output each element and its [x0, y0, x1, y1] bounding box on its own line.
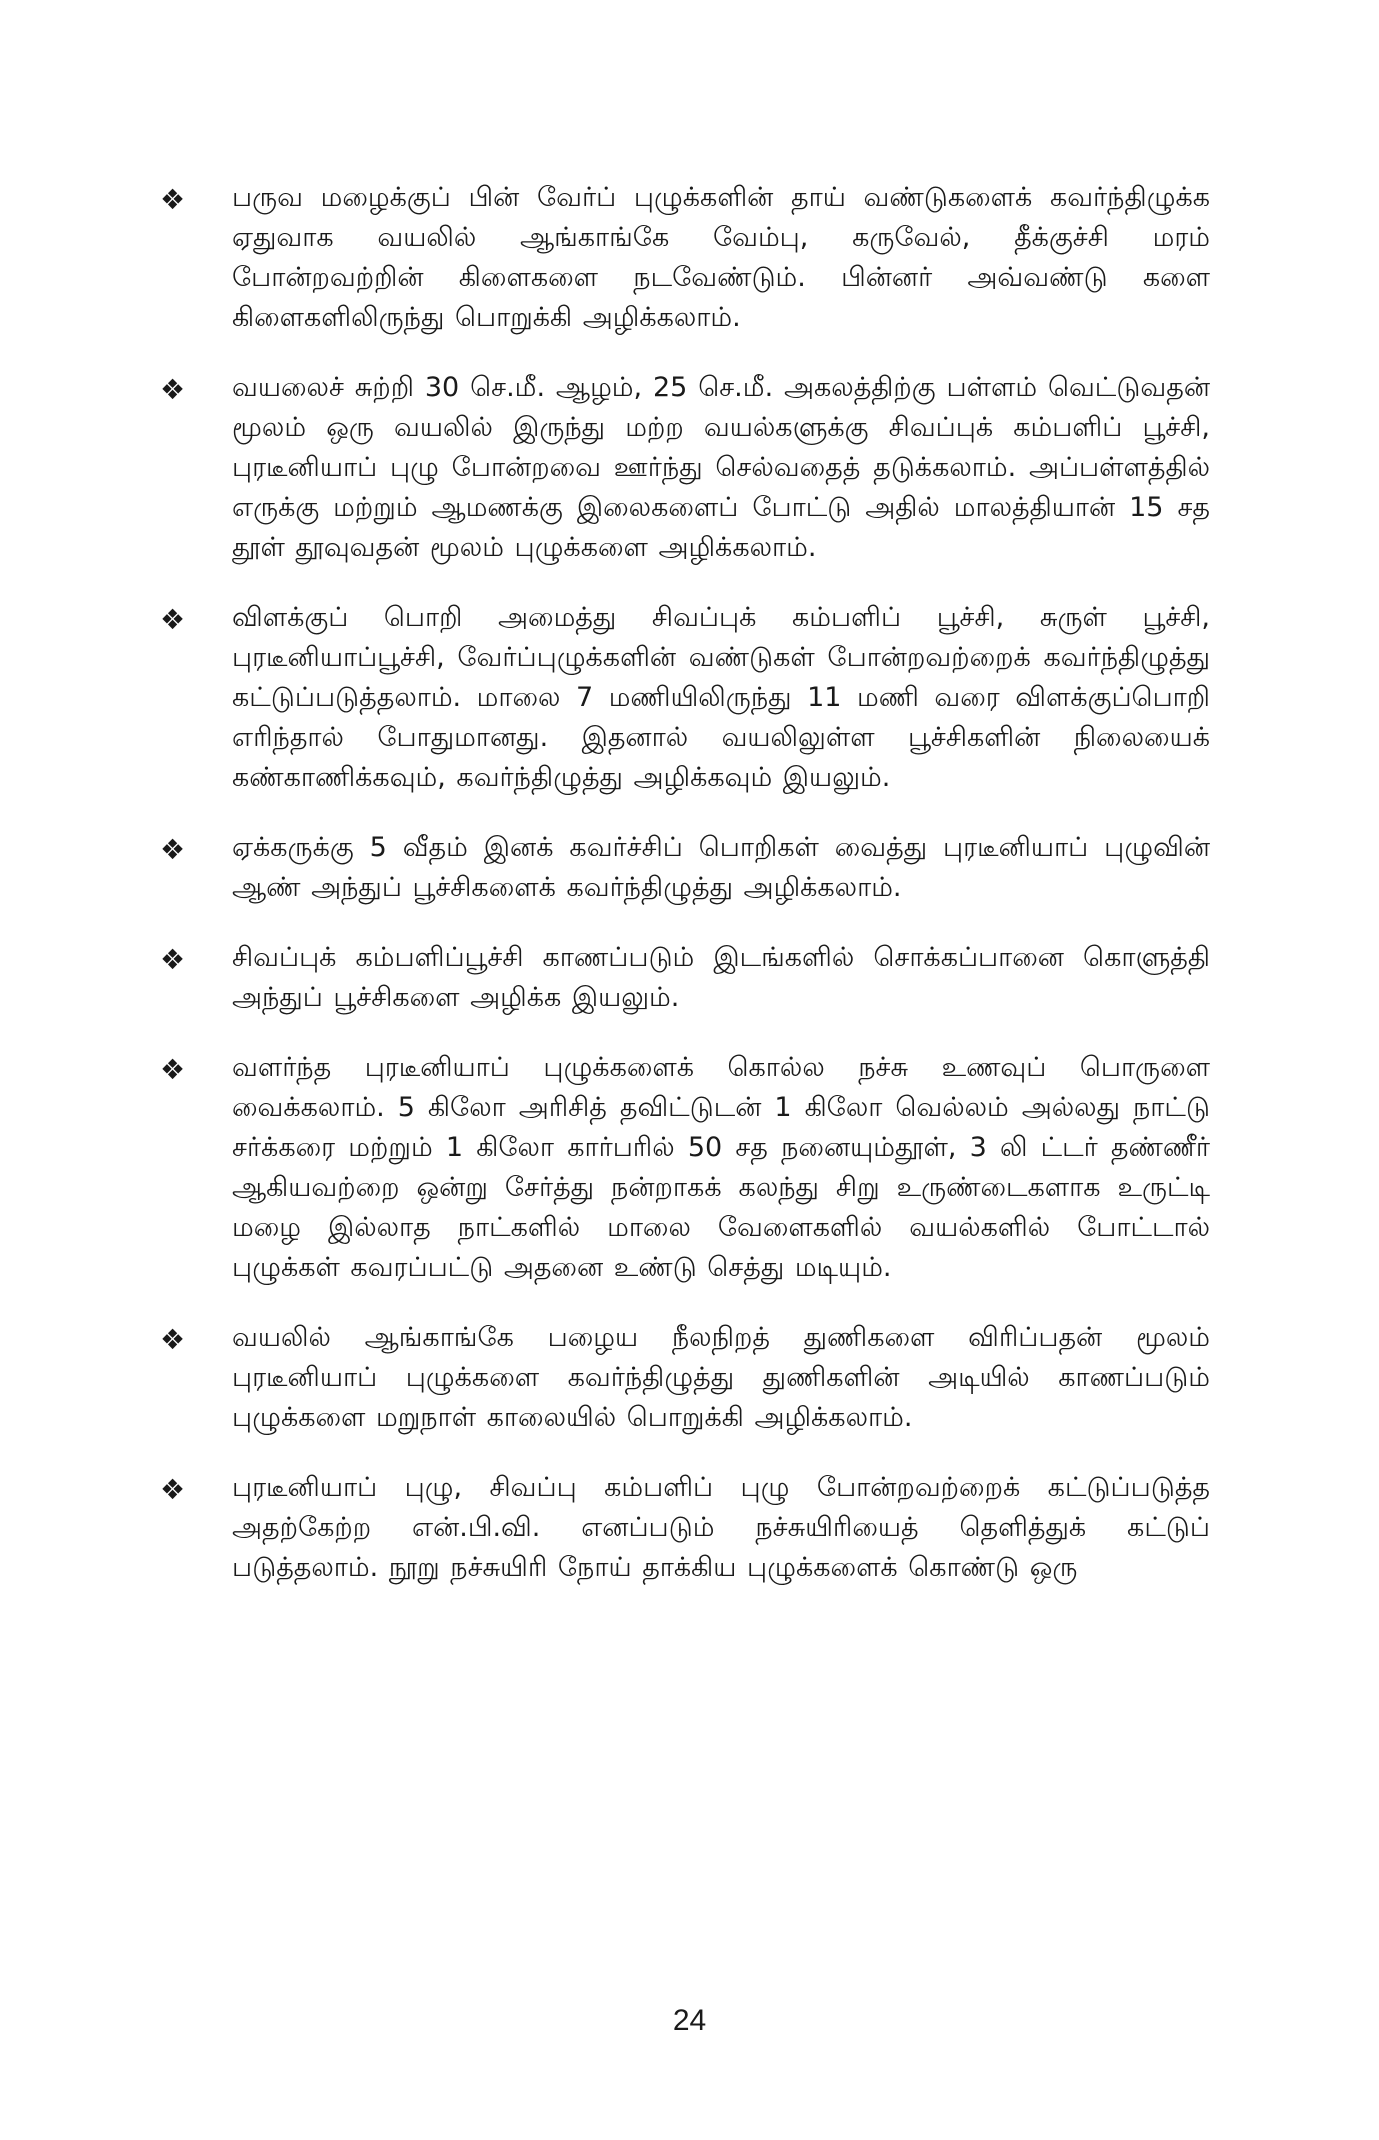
list-item-text: புரடீனியாப் புழு, சிவப்பு கம்பளிப் புழு போன்றவற்றைக் கட்டுப்படுத்த அதற்கேற்ற என்.பி.வி. எனப்படும் நச்சுயிரியைத் தெளித்துக் கட்டுப் படுத்தலாம். நூறு நச்சுயிரி நோய் தாக்கிய புழுக்களைக் கொண்டு ஒரு [232, 1472, 1210, 1583]
diamond-bullet-icon: ❖ [160, 1473, 186, 1506]
list-item [160, 178, 1210, 338]
list-item [160, 1468, 1210, 1588]
list-item-text: விளக்குப் பொறி அமைத்து சிவப்புக் கம்பளிப் பூச்சி, சுருள் பூச்சி, புரடீனியாப்பூச்சி, வேர்ப்புழுக்களின் வண்டுகள் போன்றவற்றைக் கவர்ந்திழுத்து கட்டுப்படுத்தலாம். மாலை 7 மணியிலிருந்து 11 மணி வரை விளக்குப்பொறி எரிந்தால் போதுமானது. இதனால் வயலிலுள்ள பூச்சிகளின் நிலையைக் கண்காணிக்கவும், கவர்ந்திழுத்து அழிக்கவும் இயலும். [232, 602, 1210, 793]
list-item [160, 1048, 1210, 1288]
diamond-bullet-icon: ❖ [160, 373, 186, 406]
diamond-bullet-icon: ❖ [160, 603, 186, 636]
diamond-bullet-icon: ❖ [160, 183, 186, 216]
diamond-bullet-icon: ❖ [160, 1323, 186, 1356]
list-item-text: வயலைச் சுற்றி 30 செ.மீ. ஆழம், 25 செ.மீ. அகலத்திற்கு பள்ளம் வெட்டுவதன் மூலம் ஒரு வயலில் இருந்து மற்ற வயல்களுக்கு சிவப்புக் கம்பளிப் பூச்சி, புரடீனியாப் புழு போன்றவை ஊர்ந்து செல்வதைத் தடுக்கலாம். அப்பள்ளத்தில் எருக்கு மற்றும் ஆமணக்கு இலைகளைப் போட்டு அதில் மாலத்தியான் 15 சத தூள் தூவுவதன் மூலம் புழுக்களை அழிக்கலாம். [232, 372, 1210, 563]
page-number: 24 [672, 2004, 707, 2037]
list-item [160, 368, 1210, 568]
list-item-text: பருவ மழைக்குப் பின் வேர்ப் புழுக்களின் தாய் வண்டுகளைக் கவர்ந்திழுக்க ஏதுவாக வயலில் ஆங்காங்கே வேம்பு, கருவேல், தீக்குச்சி மரம் போன்றவற்றின் கிளைகளை நடவேண்டும். பின்னர் அவ்வண்டு களை கிளைகளிலிருந்து பொறுக்கி அழிக்கலாம். [232, 182, 1210, 333]
diamond-bullet-icon: ❖ [160, 1053, 186, 1086]
diamond-bullet-icon: ❖ [160, 833, 186, 866]
list-item-text: சிவப்புக் கம்பளிப்பூச்சி காணப்படும் இடங்களில் சொக்கப்பானை கொளுத்தி அந்துப் பூச்சிகளை அழிக்க இயலும். [232, 942, 1210, 1013]
bullet-list [160, 178, 1210, 1618]
list-item [160, 1318, 1210, 1438]
list-item [160, 938, 1210, 1018]
list-item-text: ஏக்கருக்கு 5 வீதம் இனக் கவர்ச்சிப் பொறிகள் வைத்து புரடீனியாப் புழுவின் ஆண் அந்துப் பூச்சிகளைக் கவர்ந்திழுத்து அழிக்கலாம். [232, 832, 1210, 903]
list-item [160, 828, 1210, 908]
list-item-text: வளர்ந்த புரடீனியாப் புழுக்களைக் கொல்ல நச்சு உணவுப் பொருளை வைக்கலாம். 5 கிலோ அரிசித் தவிட்டுடன் 1 கிலோ வெல்லம் அல்லது நாட்டு சர்க்கரை மற்றும் 1 கிலோ கார்பரில் 50 சத நனையும்தூள், 3 லி ட்டர் தண்ணீர் ஆகியவற்றை ஒன்று சேர்த்து நன்றாகக் கலந்து சிறு உருண்டைகளாக உருட்டி மழை இல்லாத நாட்களில் மாலை வேளைகளில் வயல்களில் போட்டால் புழுக்கள் கவரப்பட்டு அதனை உண்டு செத்து மடியும். [232, 1052, 1210, 1283]
list-item [160, 598, 1210, 798]
list-item-text: வயலில் ஆங்காங்கே பழைய நீலநிறத் துணிகளை விரிப்பதன் மூலம் புரடீனியாப் புழுக்களை கவர்ந்திழுத்து துணிகளின் அடியில் காணப்படும் புழுக்களை மறுநாள் காலையில் பொறுக்கி அழிக்கலாம். [232, 1322, 1210, 1433]
diamond-bullet-icon: ❖ [160, 943, 186, 976]
